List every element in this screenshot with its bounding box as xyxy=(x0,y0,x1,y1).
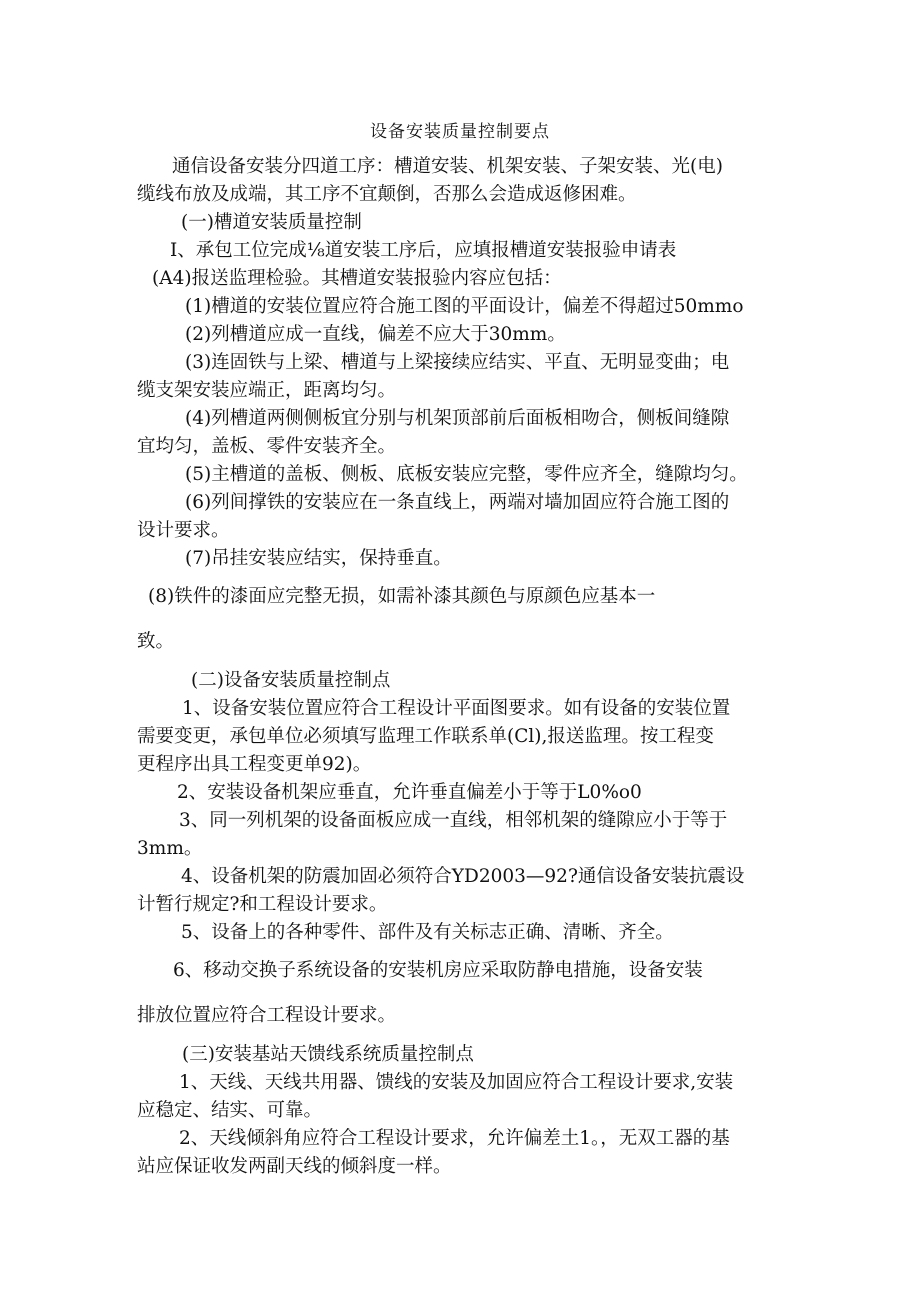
paragraph-line: 4、设备机架的防震加固必须符合YD2003—92?通信设备安装抗震设 xyxy=(181,866,745,887)
list-item-continued: 设计要求。 xyxy=(137,520,230,541)
document-title: 设备安装质量控制要点 xyxy=(370,122,550,142)
paragraph-line: 3mm。 xyxy=(137,838,203,859)
paragraph-line: 2、安装设备机架应垂直，允许垂直偏差小于等于L0%o0 xyxy=(177,782,642,803)
paragraph-line: 1、天线、天线共用器、馈线的安装及加固应符合工程设计要求,安装 xyxy=(179,1072,734,1093)
list-item-continued: 宜均匀，盖板、零件安装齐全。 xyxy=(137,436,397,457)
section-heading: (三)安装基站天馈线系统质量控制点 xyxy=(182,1044,474,1065)
section-heading: (一)槽道安装质量控制 xyxy=(181,212,362,233)
paragraph-line: 计暂行规定?和工程设计要求。 xyxy=(137,894,388,915)
paragraph-line: 站应保证收发两副天线的倾斜度一样。 xyxy=(137,1156,452,1177)
list-item: (6)列间撑铁的安装应在一条直线上，两端对墙加固应符合施工图的 xyxy=(185,492,730,513)
paragraph-line: 需要变更，承包单位必须填写监理工作联系单(Cl),报送监理。按工程变 xyxy=(137,726,714,747)
list-item-continued: 致。 xyxy=(137,631,175,652)
paragraph-line: 1、设备安装位置应符合工程设计平面图要求。如有设备的安装位置 xyxy=(182,698,731,719)
paragraph-line: 缆线布放及成端，其工序不宜颠倒，否那么会造成返修困难。 xyxy=(137,184,637,205)
list-item: (1)槽道的安装位置应符合施工图的平面设计，偏差不得超过50mmo xyxy=(185,296,744,317)
paragraph-line: 通信设备安装分四道工序：槽道安装、机架安装、子架安装、光(电) xyxy=(172,156,723,177)
list-item-continued: 缆支架安装应端正，距离均匀。 xyxy=(137,380,397,401)
paragraph-line: 6、移动交换子系统设备的安装机房应采取防静电措施，设备安装 xyxy=(173,960,703,981)
paragraph-line: 更程序出具工程变更单92)。 xyxy=(137,754,372,775)
list-item: (7)吊挂安装应结实，保持垂直。 xyxy=(185,548,452,569)
section-heading: (二)设备安装质量控制点 xyxy=(191,670,391,691)
list-item: (2)列槽道应成一直线，偏差不应大于30mm。 xyxy=(185,324,566,345)
paragraph-line: 2、天线倾斜角应符合工程设计要求，允许偏差土1。，无双工器的基 xyxy=(179,1128,730,1149)
list-item: (3)连固铁与上梁、槽道与上梁接续应结实、平直、无明显变曲；电 xyxy=(185,352,730,373)
paragraph-line: 应稳定、结实、可靠。 xyxy=(137,1100,323,1121)
list-item: (5)主槽道的盖板、侧板、底板安装应完整，零件应齐全，缝隙均匀。 xyxy=(185,464,748,485)
list-item: (4)列槽道两侧侧板宜分别与机架顶部前后面板相吻合，侧板间缝隙 xyxy=(185,408,730,429)
paragraph-line: 排放位置应符合工程设计要求。 xyxy=(137,1005,397,1026)
list-item: (8)铁件的漆面应完整无损，如需补漆其颜色与原颜色应基本一 xyxy=(148,586,656,607)
paragraph-line: 3、同一列机架的设备面板应成一直线，相邻机架的缝隙应小于等于 xyxy=(179,810,728,831)
paragraph-line: I、承包工位完成⅛道安装工序后，应填报槽道安装报验申请表 xyxy=(170,240,677,261)
paragraph-line: (A4)报送监理检验。其槽道安装报验内容应包括： xyxy=(152,268,562,289)
paragraph-line: 5、设备上的各种零件、部件及有关标志正确、清晰、齐全。 xyxy=(181,922,674,943)
